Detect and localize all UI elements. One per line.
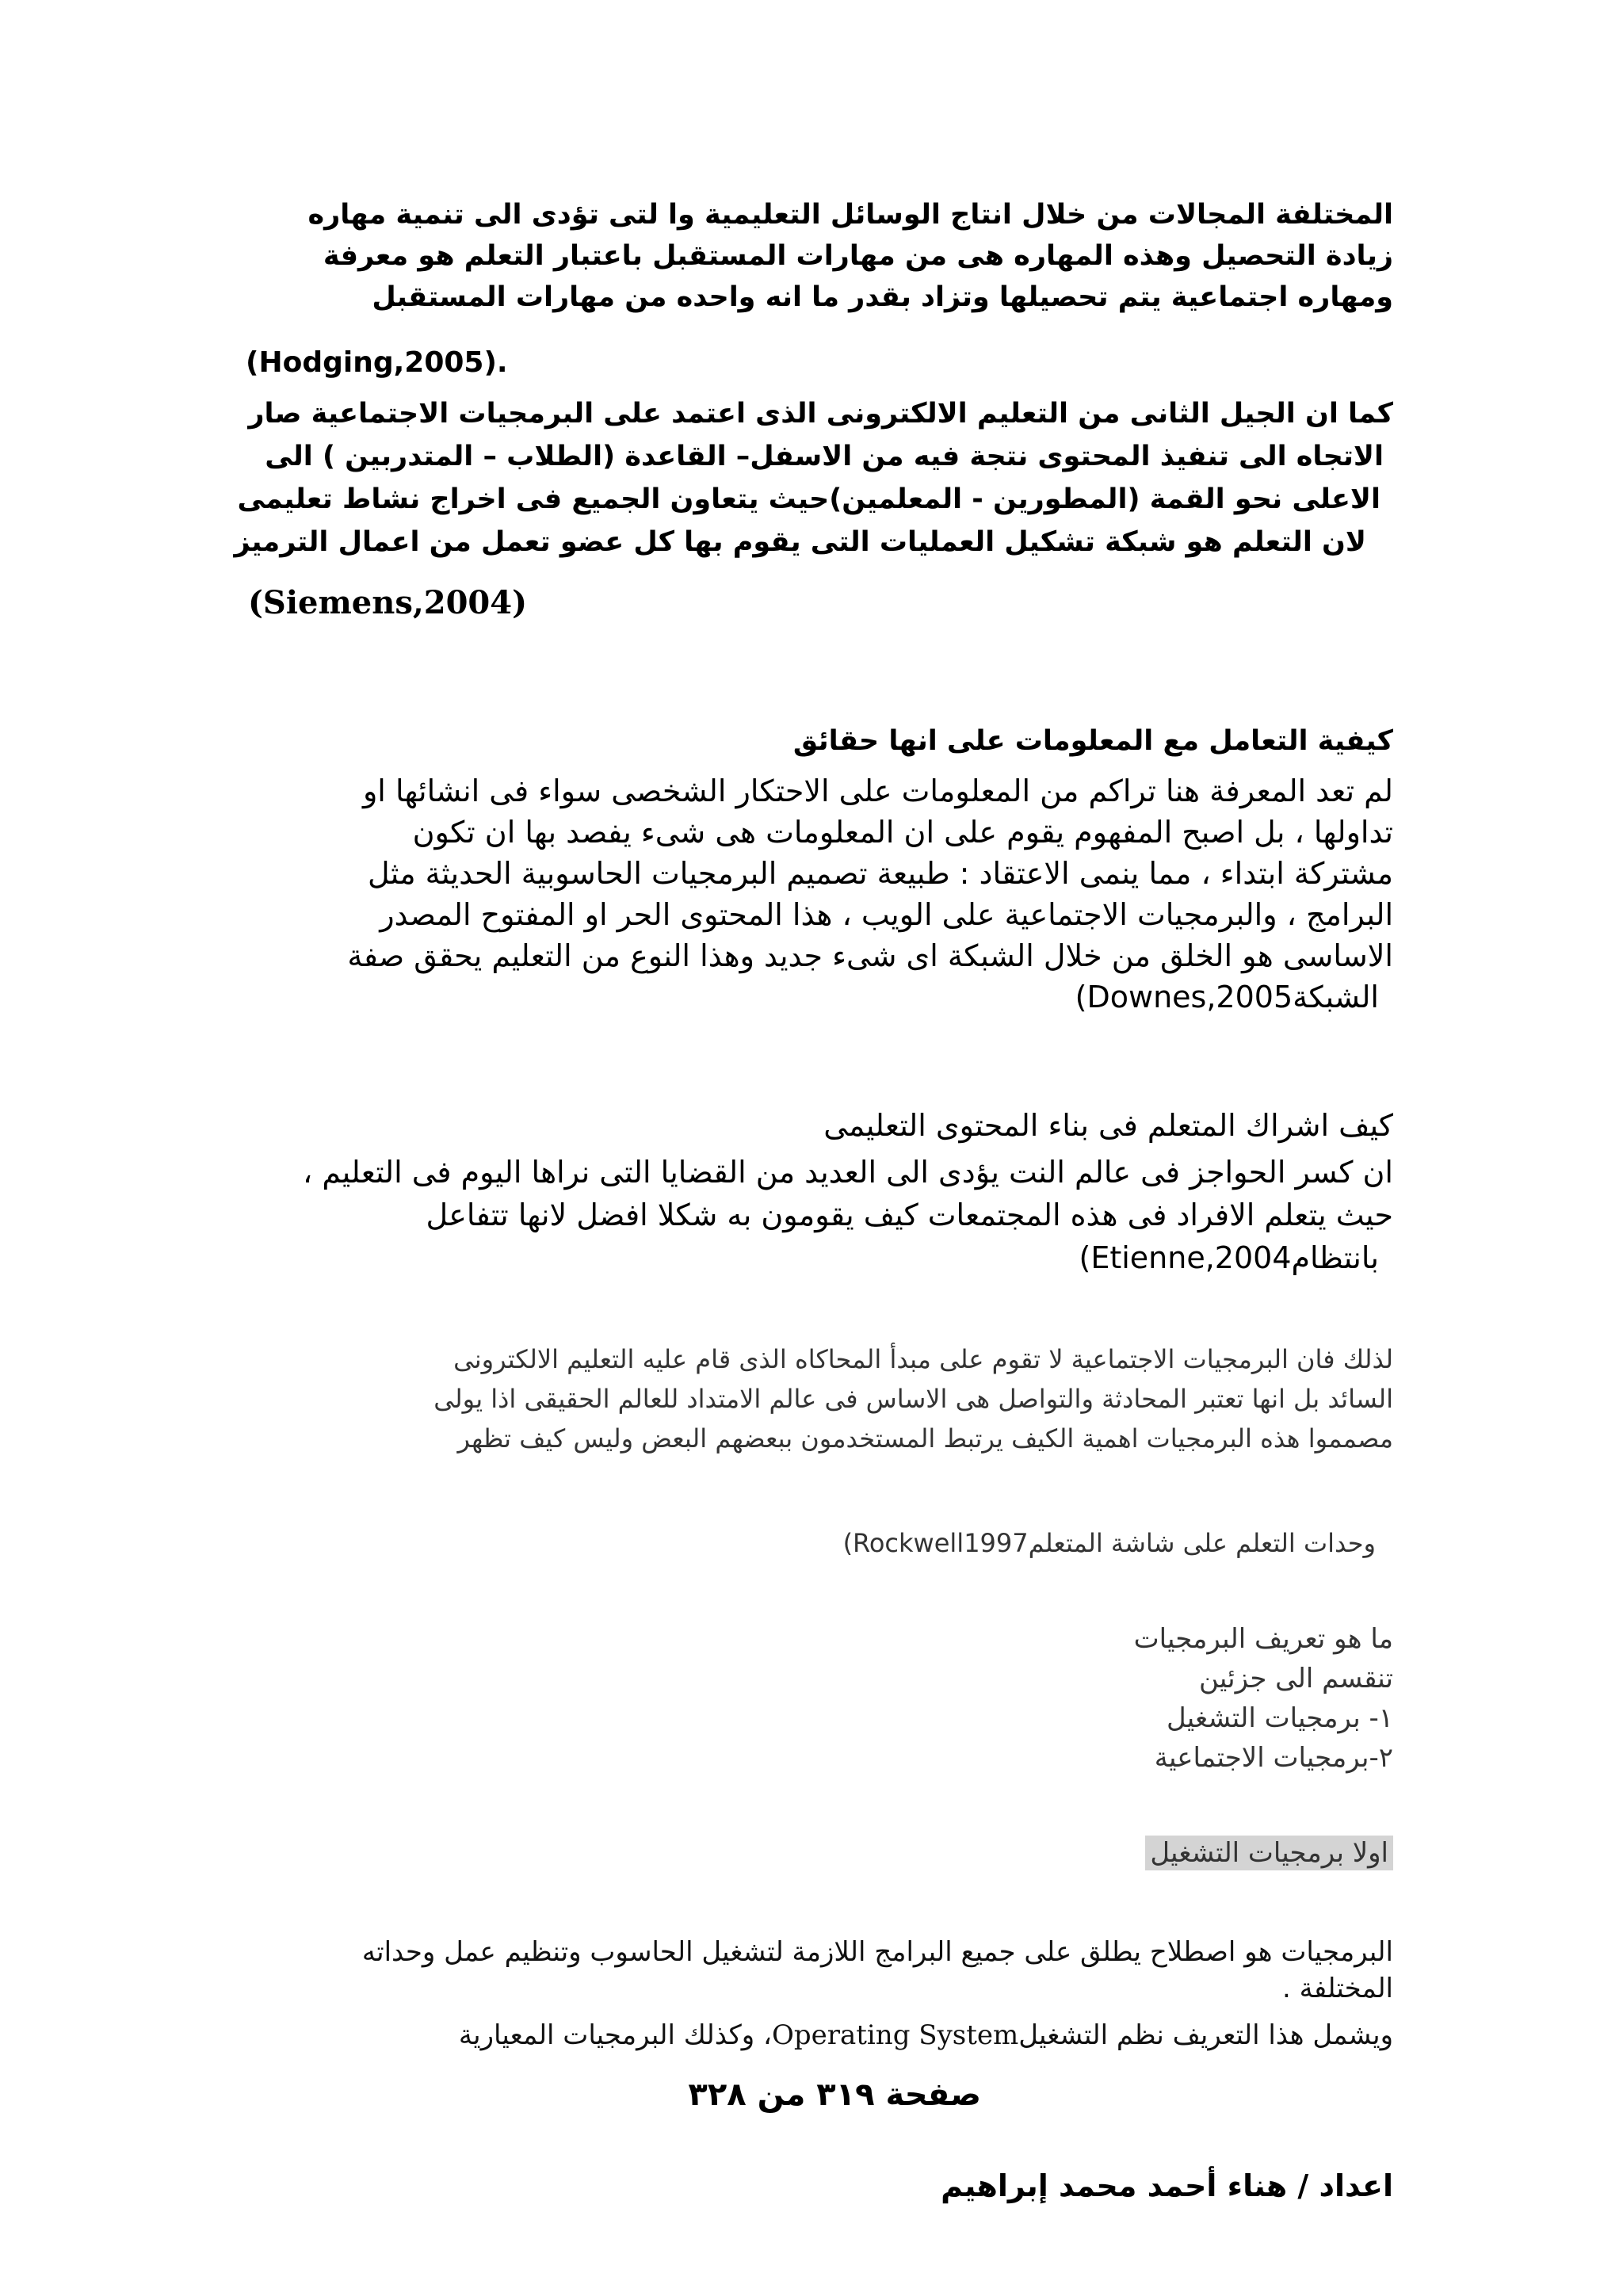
text-line: لم تعد المعرفة هنا تراكم من المعلومات على الاحتكار الشخصى سواء فى انشائها او bbox=[362, 774, 1393, 808]
text-fragment: الشبكة bbox=[1293, 980, 1379, 1014]
list-item: ما هو تعريف البرمجيات bbox=[1133, 1623, 1393, 1655]
text-line-os bbox=[459, 2019, 1393, 2051]
paragraph-software-definition bbox=[362, 1934, 1393, 2007]
text-line: لذلك فان البرمجيات الاجتماعية لا تقوم على مبدأ المحاكاه الذى قام عليه التعليم الالكترونى bbox=[453, 1344, 1393, 1374]
page-number: صفحة ٣١٩ من ٣٢٨ bbox=[688, 2076, 981, 2113]
text-line: ومهاره اجتماعية يتم تحصيلها وتزاد بقدر ما انه واحده من مهارات المستقبل bbox=[372, 281, 1393, 313]
text-line: زيادة التحصيل وهذه المهاره هى من مهارات المستقبل باعتبار التعلم هو معرفة bbox=[323, 240, 1393, 272]
heading-learner-participation: كيف اشراك المتعلم فى بناء المحتوى التعليمى bbox=[823, 1108, 1393, 1143]
paragraph-information bbox=[347, 770, 1393, 1018]
author-credit: اعداد / هناء أحمد محمد إبراهيم bbox=[941, 2168, 1393, 2203]
citation-etienne: (Etienne,2004 bbox=[1079, 1240, 1292, 1275]
text-line-with-citation bbox=[843, 1528, 1376, 1558]
text-fragment: ، وكذلك البرمجيات المعيارية bbox=[458, 2019, 772, 2051]
text-line: المختلفة المجالات من خلال انتاج الوسائل التعليمية وا لتى تؤدى الى تنمية مهاره bbox=[307, 199, 1393, 231]
text-line: البرمجيات هو اصطلاح يطلق على جميع البرامج اللازمة لتشغيل الحاسوب وتنظيم عمل وحداته bbox=[361, 1936, 1393, 1968]
citation-downes: (Downes,2005 bbox=[1075, 980, 1293, 1014]
text-line: المختلفة . bbox=[1282, 1973, 1393, 2004]
text-line: مشتركة ابتداء ، مما ينمى الاعتقاد : طبيعة تصميم البرمجيات الحاسوبية الحديثة مثل bbox=[368, 856, 1393, 891]
text-line: حيث يتعلم الافراد فى هذه المجتمعات كيف يقومون به شكلا افضل لانها تتفاعل bbox=[426, 1198, 1393, 1232]
text-line: مصمموا هذه البرمجيات اهمية الكيف يرتبط المستخدمون ببعضهم البعض وليس كيف تظهر bbox=[457, 1423, 1393, 1454]
text-line: ان كسر الحواجز فى عالم النت يؤدى الى العديد من القضايا التى نراها اليوم فى التعليم ، bbox=[303, 1155, 1393, 1190]
text-line: الاتجاه الى تنفيذ المحتوى نتجة فيه من الاسفل– القاعدة (الطلاب – المتدربين ) الى bbox=[265, 441, 1384, 472]
paragraph-elearning bbox=[235, 392, 1394, 563]
highlighted-heading bbox=[1145, 1837, 1393, 1869]
text-fragment: ويشمل هذا التعريف نظم التشغيل bbox=[1018, 2019, 1393, 2051]
text-line: السائد بل انها تعتبر المحادثة والتواصل هى الاساس فى عالم الامتداد للعالم الحقيقى اذا يولى bbox=[433, 1384, 1393, 1414]
text-line-with-citation bbox=[303, 1236, 1379, 1279]
paragraph-learner-participation bbox=[303, 1151, 1393, 1279]
text-line: كما ان الجيل الثانى من التعليم الالكترونى الذى اعتمد على البرمجيات الاجتماعية صار bbox=[248, 398, 1393, 430]
heading-information-as-facts: كيفية التعامل مع المعلومات على انها حقائق bbox=[792, 725, 1393, 757]
text-line: البرامج ، والبرمجيات الاجتماعية على الويب ، هذا المحتوى الحر او المفتوح المصدر bbox=[380, 897, 1393, 932]
highlight-text: اولا برمجيات التشغيل bbox=[1145, 1836, 1393, 1870]
os-term: Operating System bbox=[771, 2019, 1019, 2051]
paragraph-intro bbox=[307, 194, 1393, 318]
citation-siemens: (Siemens,2004) bbox=[248, 584, 528, 621]
text-fragment: وحدات التعلم على شاشة المتعلم bbox=[1028, 1528, 1376, 1558]
list-item: ١- برمجيات التشغيل bbox=[1167, 1702, 1393, 1734]
citation-hodging: (Hodging,2005). bbox=[246, 346, 508, 379]
citation-rockwell: (Rockwell1997 bbox=[842, 1528, 1029, 1558]
text-fragment: بانتظام bbox=[1291, 1240, 1379, 1275]
text-line: لان التعلم هو شبكة تشكيل العمليات التى يقوم بها كل عضو تعمل من اعمال الترميز bbox=[234, 526, 1366, 558]
text-line: تداولها ، بل اصبح المفهوم يقوم على ان المعلومات هى شىء يفصد بها ان تكون bbox=[412, 815, 1393, 850]
text-line: الاعلى نحو القمة (المطورين - المعلمين)حيث يتعاون الجميع فى اخراج نشاط تعليمى bbox=[237, 483, 1381, 515]
list-item: ٢-برمجيات الاجتماعية bbox=[1154, 1742, 1393, 1774]
definition-list bbox=[1134, 1619, 1393, 1778]
list-item: تنقسم الى جزئين bbox=[1198, 1663, 1393, 1694]
text-line: الاساسى هو الخلق من خلال الشبكة اى شىء جديد وهذا النوع من التعليم يحقق صفة bbox=[347, 938, 1393, 973]
paragraph-social-software bbox=[433, 1339, 1393, 1458]
text-line-with-citation bbox=[347, 976, 1379, 1018]
